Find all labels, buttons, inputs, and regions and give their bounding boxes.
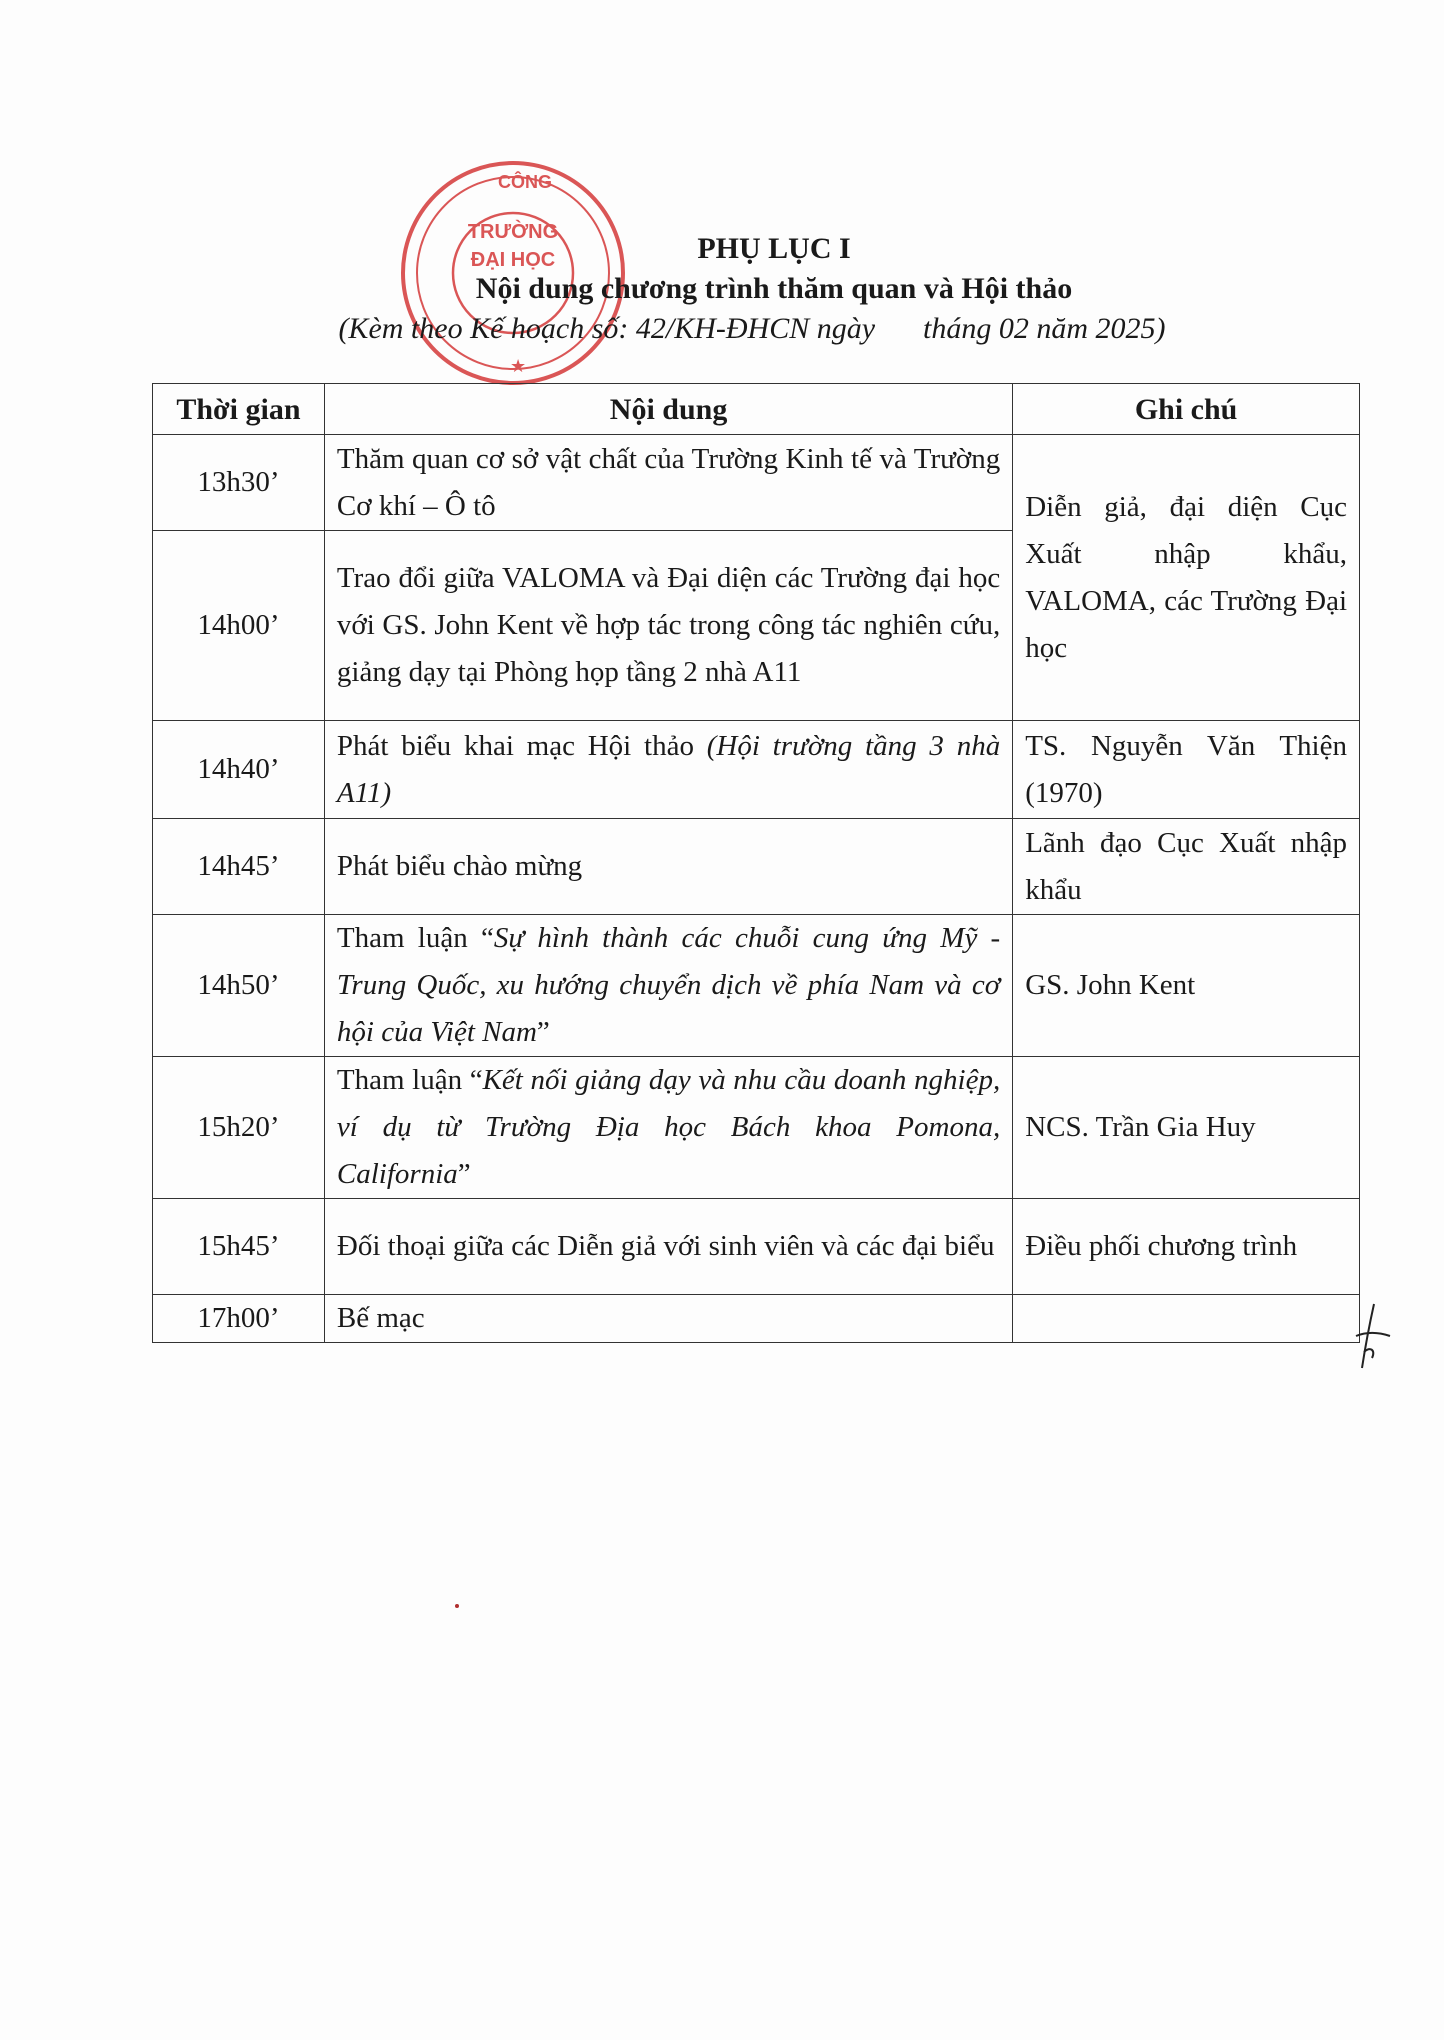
initial-signature-icon: [1352, 1302, 1392, 1372]
row-content: Phát biểu khai mạc Hội thảo (Hội trường tầng 3 nhà A11): [324, 721, 1012, 819]
header-time: Thời gian: [153, 384, 325, 435]
svg-text:TRƯỜNG: TRƯỜNG: [467, 221, 559, 243]
row-time: 17h00’: [153, 1295, 325, 1343]
row-note: Điều phối chương trình: [1013, 1199, 1360, 1295]
row-note: TS. Nguyễn Văn Thiện (1970): [1013, 721, 1360, 819]
svg-text:ĐẠI HỌC: ĐẠI HỌC: [470, 249, 556, 271]
page-subtitle: Nội dung chương trình thăm quan và Hội thảo: [475, 272, 1073, 305]
svg-text:★: ★: [510, 356, 527, 376]
scan-speck: [455, 1604, 459, 1608]
header-note: Ghi chú: [1013, 384, 1360, 435]
row-note: [1013, 1295, 1360, 1343]
row-content: Tham luận “Kết nối giảng dạy và nhu cầu doanh nghiệp, ví dụ từ Trường Địa học Bách khoa Pomona, California”: [324, 1057, 1012, 1199]
row-time: 14h50’: [153, 915, 325, 1057]
row-content: Tham luận “Sự hình thành các chuỗi cung ứng Mỹ - Trung Quốc, xu hướng chuyển dịch về phía Nam và cơ hội của Việt Nam”: [324, 915, 1012, 1057]
row-content: Bế mạc: [324, 1295, 1012, 1343]
row-time: 15h45’: [153, 1199, 325, 1295]
svg-text:CÔNG: CÔNG: [498, 172, 552, 192]
page-title: PHỤ LỤC I: [697, 232, 851, 265]
attachment-prefix: (Kèm theo Kế hoạch số: 42/KH-ĐHCN ngày: [338, 312, 876, 345]
table-row: [153, 1295, 1360, 1343]
table-row: [153, 721, 1360, 819]
row-content: Phát biểu chào mừng: [324, 819, 1012, 915]
row-content: Trao đổi giữa VALOMA và Đại diện các Trường đại học với GS. John Kent về hợp tác trong công tác nghiên cứu, giảng dạy tại Phòng họp tầng 2 nhà A11: [324, 531, 1012, 721]
row-time: 13h30’: [153, 435, 325, 531]
attachment-note: [30, 312, 1444, 346]
row-note: GS. John Kent: [1013, 915, 1360, 1057]
table-row: [153, 435, 1360, 531]
row-content: Đối thoại giữa các Diễn giả với sinh viên và các đại biểu: [324, 1199, 1012, 1295]
row-time: 14h00’: [153, 531, 325, 721]
table-row: [153, 915, 1360, 1057]
row-note: Lãnh đạo Cục Xuất nhập khẩu: [1013, 819, 1360, 915]
row-time: 14h40’: [153, 721, 325, 819]
row-time: 15h20’: [153, 1057, 325, 1199]
table-header-row: [153, 384, 1360, 435]
table-row: [153, 1057, 1360, 1199]
header-content: Nội dung: [324, 384, 1012, 435]
table-row: [153, 1199, 1360, 1295]
row-time: 14h45’: [153, 819, 325, 915]
row-note: NCS. Trần Gia Huy: [1013, 1057, 1360, 1199]
table-row: [153, 819, 1360, 915]
attachment-suffix: tháng 02 năm 2025): [923, 312, 1166, 345]
row-note-merged: Diễn giả, đại diện Cục Xuất nhập khẩu, VALOMA, các Trường Đại học: [1013, 435, 1360, 721]
agenda-table: [152, 383, 1360, 1343]
row-content: Thăm quan cơ sở vật chất của Trường Kinh tế và Trường Cơ khí – Ô tô: [324, 435, 1012, 531]
